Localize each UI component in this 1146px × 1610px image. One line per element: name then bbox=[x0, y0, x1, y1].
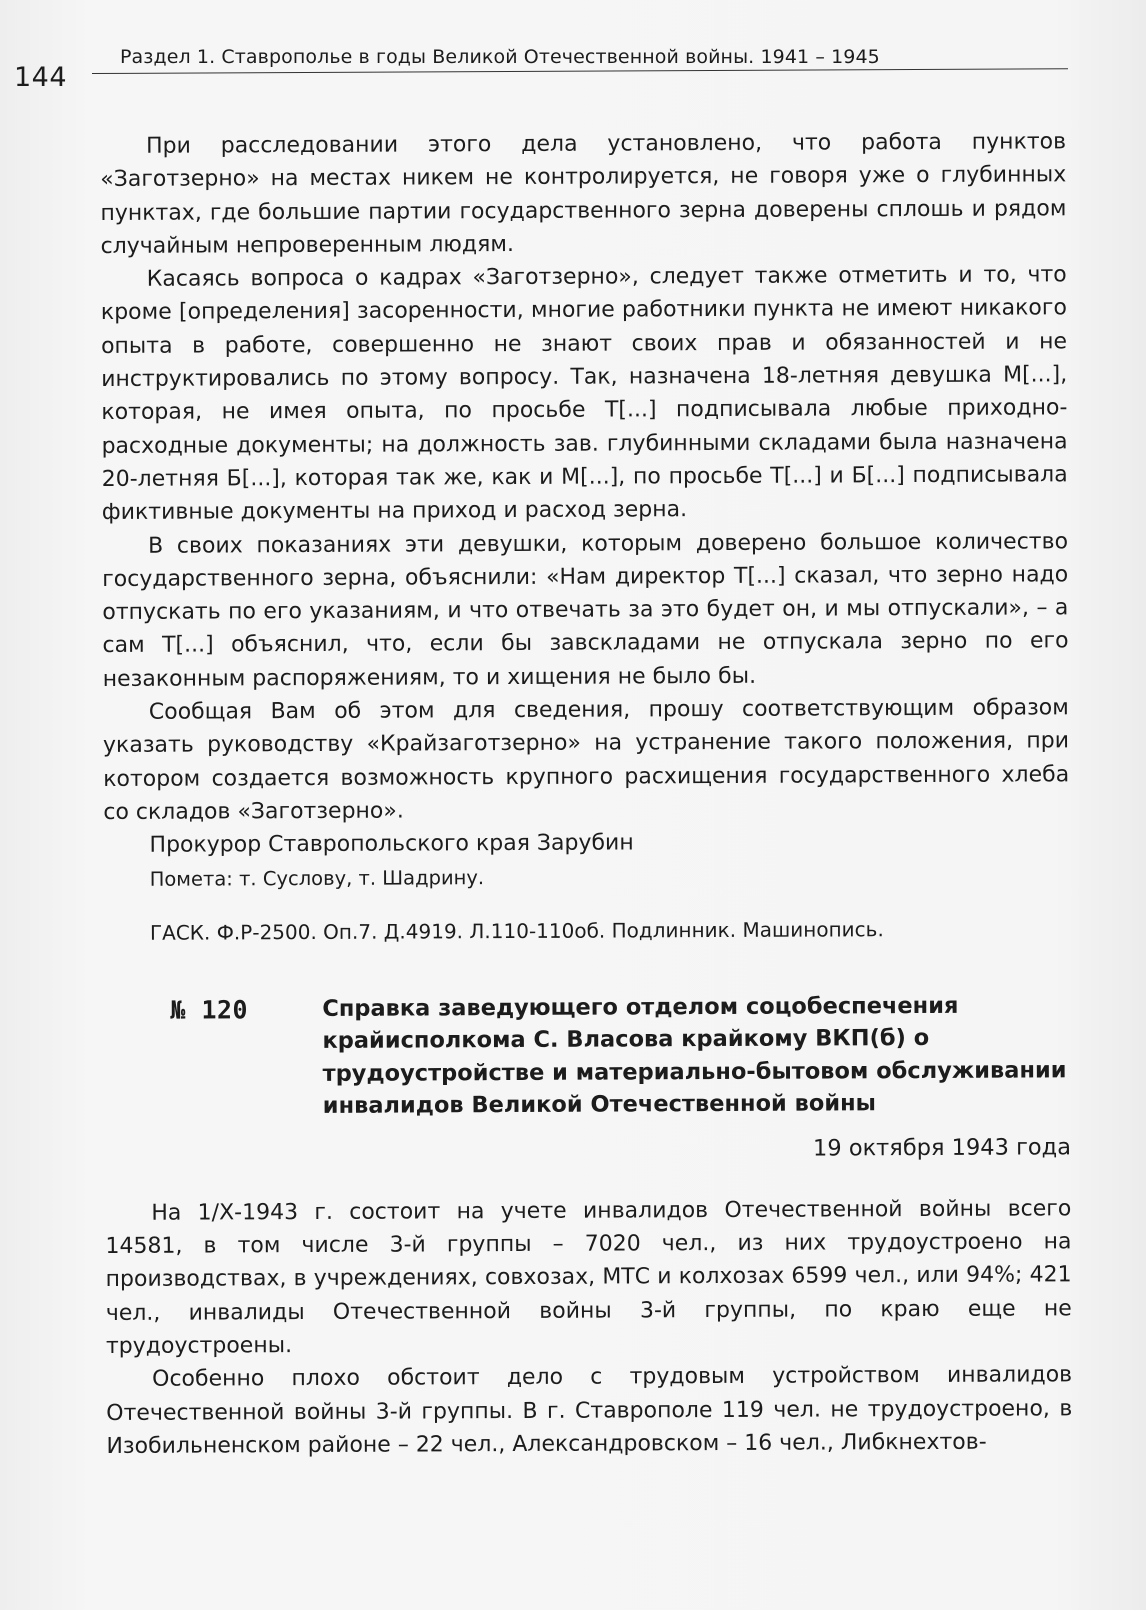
paragraph: Касаясь вопроса о кадрах «Заготзерно», следует также отметить и то, что кроме [определения] засоренности, многие работники пункта не имеют никакого опыта в работе, совершенно не знают своих прав и обязанностей и не инструктировались по этому вопросу. Так, назначена 18-летняя девушка М[...], которая, не имея опыта, по просьбе Т[...] подписывала любые приходно-расходные документы; на должность зав. глубинными складами была назначена 20-летняя Б[...], которая так же, как и М[...], по просьбе Т[...] и Б[...] подписывала фиктивные документы на приход и расход зерна. bbox=[100, 262, 1068, 526]
page-content bbox=[100, 125, 1073, 1463]
document-body bbox=[105, 1192, 1072, 1463]
document-120 bbox=[104, 989, 1072, 1463]
paragraph: На 1/Х-1943 г. состоит на учете инвалидов Отечественной войны всего 14581, в том числе 3-й группы – 7020 чел., из них трудоустроено на производствах, в учреждениях, совхозах, МТС и колхозах 6599 чел., или 94%; 421 чел., инвалиды Отечественной войны 3-й группы, по краю еще не трудоустроены. bbox=[105, 1196, 1072, 1360]
document-date: 19 октября 1943 года bbox=[812, 1134, 1072, 1162]
paragraph: При расследовании этого дела установлено, что работа пунктов «Заготзерно» на местах никем не контролируется, не говоря уже о глубинных пунктах, где большие партии государственного зерна доверены сплошь и рядом случайным непроверенным людям. bbox=[100, 129, 1067, 259]
annotation-note: Помета: т. Суслову, т. Шадрину. bbox=[149, 865, 485, 891]
paragraph: Особенно плохо обстоит дело с трудовым устройством инвалидов Отечественной войны 3-й группы. В г. Ставрополе 119 чел. не трудоустроено, в Изобильненском районе – 22 чел., Александровском – 16 чел., Либкнехтов- bbox=[106, 1362, 1073, 1459]
header-rule bbox=[92, 68, 1068, 74]
running-title: Раздел 1. Ставрополье в годы Великой Отечественной войны. 1941 – 1945 bbox=[120, 46, 880, 68]
document-number: № 120 bbox=[170, 995, 249, 1025]
paragraph: В своих показаниях эти девушки, которым доверено большое количество государственного зерна, объяснили: «Нам директор Т[...] сказал, что зерно надо отпускать по его указаниям, и что отвечать за это будет он, и мы отпускали», – а сам Т[...] объяснил, что, если бы завскладами не отпускала зерно по его незаконным распоряжениям, то и хищения не было бы. bbox=[102, 528, 1069, 692]
archive-reference: ГАСК. Ф.Р-2500. Оп.7. Д.4919. Л.110-110об. Подлинник. Машинопись. bbox=[149, 917, 884, 945]
document-title: Справка заведующего отделом соцобеспечения крайисполкома С. Власова крайкому ВКП(б) о трудоустройстве и материально-бытовом обслуживании инвалидов Великой Отечественной войны bbox=[322, 992, 1067, 1120]
paragraph: Сообщая Вам об этом для сведения, прошу соответствующим образом указать руководству «Крайзаготзерно» на устранение такого положения, при котором создается возможность крупного расхищения государственного хлеба со складов «Заготзерно». bbox=[102, 695, 1070, 825]
document-header bbox=[104, 989, 1071, 1124]
signature: Прокурор Ставропольского края Зарубин bbox=[149, 830, 634, 859]
page-number: 144 bbox=[14, 62, 68, 93]
document-119-continuation bbox=[100, 125, 1070, 948]
